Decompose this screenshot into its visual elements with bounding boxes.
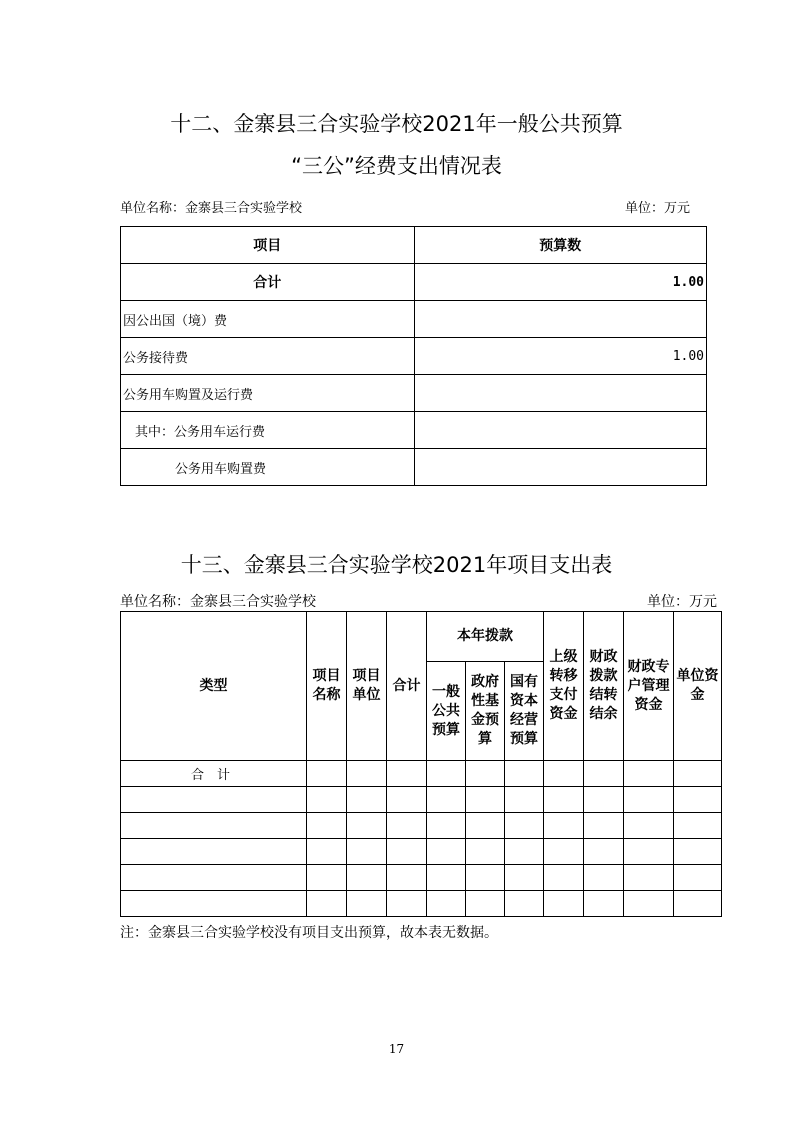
table-row <box>121 449 707 486</box>
row-value <box>414 375 706 412</box>
table1-title-line1: 十二、金寨县三合实验学校2021年一般公共预算 <box>170 112 623 136</box>
table-row <box>121 338 707 375</box>
project-expense-table <box>120 611 722 917</box>
page-number: 17 <box>388 1042 405 1056</box>
header-upper-transfer: 上级转移支付资金 <box>544 612 584 761</box>
row-value: 1.00 <box>414 338 706 375</box>
header-item: 项目 <box>121 227 415 264</box>
table2-unit: 单位：万元 <box>647 594 717 610</box>
table-row <box>121 412 707 449</box>
row-label: 公务接待费 <box>121 338 415 375</box>
row-value-total: 1.00 <box>414 264 706 301</box>
table1-title-line2: “三公”经费支出情况表 <box>291 154 502 178</box>
row-value <box>414 449 706 486</box>
header-general-budget: 一般公共预算 <box>427 662 466 761</box>
table-header-row <box>121 612 722 662</box>
table-row <box>121 839 722 865</box>
table-row <box>121 865 722 891</box>
header-current-year: 本年拨款 <box>427 612 544 662</box>
table-row <box>121 891 722 917</box>
header-project-unit: 项目单位 <box>347 612 387 761</box>
header-unit-funds: 单位资金 <box>674 612 722 761</box>
header-state-capital: 国有资本经营预算 <box>505 662 544 761</box>
table-header-row <box>121 227 707 264</box>
header-fiscal-carryover: 财政拨款结转结余 <box>584 612 624 761</box>
table-row <box>121 813 722 839</box>
total-row-label: 合 计 <box>121 761 307 787</box>
table-row <box>121 787 722 813</box>
table-row-total <box>121 761 722 787</box>
row-label-total: 合计 <box>121 264 415 301</box>
header-fiscal-special: 财政专户管理资金 <box>624 612 674 761</box>
table-row <box>121 301 707 338</box>
table1-unit: 单位：万元 <box>625 201 691 216</box>
row-label: 公务用车购置费 <box>121 449 415 486</box>
table-row <box>121 375 707 412</box>
row-label: 其中：公务用车运行费 <box>121 412 415 449</box>
header-budget: 预算数 <box>414 227 706 264</box>
table2-unit-name: 单位名称：金寨县三合实验学校 <box>120 594 316 610</box>
header-project-name: 项目名称 <box>307 612 347 761</box>
row-value <box>414 412 706 449</box>
row-label: 因公出国（境）费 <box>121 301 415 338</box>
table2-note: 注：金寨县三合实验学校没有项目支出预算，故本表无数据。 <box>120 925 498 941</box>
header-type: 类型 <box>121 612 307 761</box>
row-value <box>414 301 706 338</box>
table1-unit-name: 单位名称：金寨县三合实验学校 <box>120 201 303 216</box>
table-row <box>121 264 707 301</box>
header-gov-fund: 政府性基金预算 <box>466 662 505 761</box>
header-total: 合计 <box>387 612 427 761</box>
table2-title: 十三、金寨县三合实验学校2021年项目支出表 <box>180 553 613 577</box>
three-public-expense-table <box>120 226 707 486</box>
row-label: 公务用车购置及运行费 <box>121 375 415 412</box>
